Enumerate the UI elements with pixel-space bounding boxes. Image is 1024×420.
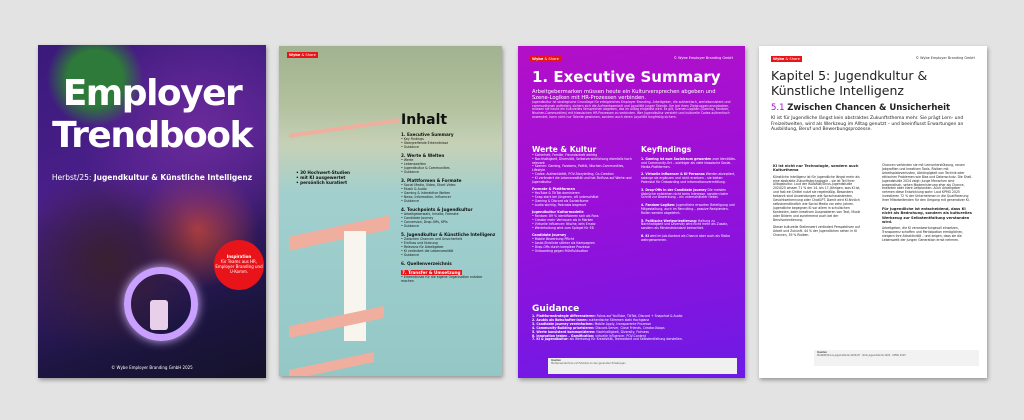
group-title: Formate & Plattformen (532, 187, 575, 192)
toc-item: • Guidance (401, 253, 419, 257)
list-item: • Szenen: Gaming, Fandoms, Politik, Nischen-Communities, Lifestyle (532, 164, 625, 173)
toc-item: • KI verändert die Lebensrealität (401, 249, 454, 253)
guidance-item (532, 338, 737, 342)
toc-item: • Jugendkultur & Communities (401, 166, 450, 170)
keyfinding (641, 235, 736, 243)
guidance-label: 1. Plattformstrategie differenzieren: (532, 314, 596, 318)
guidance-text: Mobile Apply, transparente Prozesse (593, 321, 651, 326)
toc-item: • Guidance (401, 224, 419, 228)
toc-item: • Relevanz für Arbeitgeber (401, 245, 444, 249)
toc-section: 2. Werte & Welten (401, 153, 445, 158)
guidance-text: Fokus auf YouTube, TikTok, Discord + Snapchat & Audio (595, 314, 683, 318)
toc-item: • Guidance (401, 170, 419, 174)
guidance-text: als Werkzeug für Kreativität, Teamarbeit und Selbstentfaltung darstellen. (568, 337, 683, 342)
guidance-label: 5. Werte konsistent kommunizieren: (532, 329, 596, 334)
list-item: • Audio wichtig, Podcasts begrenzt (532, 202, 587, 207)
toc-highlight-text: • Erkenntnisse für die eigene Organisation nutzbar machen (401, 275, 483, 283)
toc-section: 6. Quellenverzeichnis (401, 261, 452, 266)
guidance-label: 2. Azubis als Botschafter:innen: (532, 317, 588, 322)
keyfindings-column: Keyfindings 1. Gaming ist zum Sozialraum geworden zum Identitäts- und Community-Ort – wichtiger als viele klassische Social-Media-Plattformen. 2. Virtuelle Influencer & KI-Personas Werden akzeptiert, solange sie ergänzen und nicht ersetzen – sie bieten Potenzial für Onboarding und Informationsvermittlung. 3. Drop-Offs in der Candidate Journey Die meisten Abbrüche entstehen nicht beim Interesse, sondern beim Schritt zur Bewerbung – ein unterschätzter Hebel. 4. Fandom-Logiken: Jugendliche erwarten Beteiligung und Mitgestaltung, auch im Recruiting – passive Rezipienten-Rollen werden abgelehnt. 5. Politische Werteorientierung: Haltung zu Nachhaltigkeit und Diversity wird nicht mehr als Zusatz, sondern als Mindeststandard betrachtet. 6. KI wird im Job-Kontext als Chance aber auch als Risiko wahrgenommen. (641, 145, 736, 242)
chapter-lead: KI ist für Jugendliche längst kein abstraktes Zukunftsthema mehr. Sie prägt Lern- und Freizeitwelten, wird als Werkzeug im Alltag genutzt – und beeinflusst Erwartungen an Ausbildung, Beruf und Bewerbungsprozesse. (771, 116, 964, 133)
toc-item: • Gaming & Interaktive Welten (401, 191, 451, 195)
toc-page[interactable] (279, 46, 502, 376)
brand-logo: Wybe & Share (289, 53, 316, 57)
keyfinding-text: wird im Job-Kontext als Chance aber auch als Risiko wahrgenommen. (641, 233, 730, 242)
list-item: • Codes: Authentizität, POV-Storytelling, Co-Creation (532, 171, 614, 176)
guidance-label: 4. Community-Building priorisieren: (532, 325, 595, 330)
copyright: © Wybe Employer Branding GmbH (915, 56, 975, 60)
list-item: • Mobile Bewerbung Pflicht (532, 237, 575, 242)
phone-image (150, 300, 168, 330)
toc-item: • Guidance (401, 199, 419, 203)
list-item: • Nachhaltigkeit, Diversität, Selbstverwirklichung ebenfalls hoch relevant (532, 156, 632, 165)
guidance-label: 6. Innovation testen – Gamification: (532, 333, 595, 338)
toc-item: • Werte (401, 158, 414, 162)
keyfinding (641, 189, 736, 200)
toc-title: Inhalt (401, 112, 448, 128)
keyfinding (641, 204, 736, 215)
keyfinding (641, 220, 736, 231)
toc-item: • News, Information, Influencer (401, 195, 452, 199)
toc-item: • Musik & Audio (401, 187, 427, 191)
chapter5-page[interactable] (759, 46, 987, 378)
cover-footer: © Wybe Employer Branding GmbH 2025 (111, 365, 193, 370)
list-item: • Onboarding gegen Frühfluktuation (532, 248, 589, 253)
cover-subtitle: Herbst/25: Jugendkultur & Künstliche Intelligenz (51, 173, 253, 182)
cover-page[interactable] (38, 45, 266, 378)
toc-item: • Arbeitgeberwahl, Inhalte, Formate (401, 212, 459, 216)
list-item: • Sicherheit, Familie, Freundschaft wichtig (532, 153, 598, 157)
page-title: 1. Executive Summary (532, 68, 721, 86)
toc-section: 1. Executive Summary (401, 132, 454, 137)
values-column: Werte & Kultur • Sicherheit, Familie, Freundschaft wichtig • Nachhaltigkeit, Diversität, Selbstverwirklichung ebenfalls hoch relevant • Szenen: Gaming, Fandoms, Politik, Nischen-Communities, Lifestyle • Codes: Authentizität, POV-Storytelling, Co-Creation • KI verändert die Lebensrealität und hat Einfluss auf Werte und Jugendkultur Formate & Plattformen • YouTube & TikTok dominieren • Snap stark bei Jüngeren, oft unterschätzt • Gaming & Discord als Sozialräume • Audio wichtig, Podcasts begrenzt Jugendkultur Kulturmodelle • Fandom: 89 % identifizieren sich als Fans • Creator mehr Vertrauen als in Marken • Virtuelle Influencer: Nische, kein Ersatz • Wertehaltung wird zum Spiegel für EB Candidate Journey • Mobile Bewerbung Pflicht • Azubi-Einblicke stärker als Kampagnen • Drop-Offs durch komplexe Prozesse • Onboarding gegen Frühfluktuation (532, 145, 632, 253)
list-item: • Wertehaltung wird zum Spiegel für EB (532, 225, 594, 230)
brand-logo: Wybe & Share (773, 57, 800, 61)
group-title: Candidate Journey (532, 233, 567, 238)
toc-highlights: • 30 Hochwert-Studien • mit KI ausgewertet • persönlich kuratiert (296, 170, 351, 185)
guidance-text: Discord-Server, Close Friends, Creator-Koops (594, 325, 665, 330)
sources-box: Quellen IKANAWI/Sinus-Jugendstudie 2024/25 · Shell-Jugendstudie 2024 · KPMG 2025 (814, 350, 979, 366)
toc-section: 4. Touchpoints & Jugendkultur (401, 207, 473, 212)
toc-section: 5. Jugendkultur & Künstliche Intelligenz (401, 232, 496, 237)
inspiration-badge: Inspiration für Teams aus HR, Employer Branding und U-Komm. (214, 240, 264, 290)
list-item: • Gaming & Discord als Sozialräume (532, 198, 589, 203)
toc-section-highlight[interactable]: 7. Transfer & Umsetzung (402, 270, 461, 275)
summary-lead: Arbeitgebermarken müssen heute ein Kulturversprechen abgeben und Szene-Logiken mit HR-Prozessen verbinden. Jugendkultur ist strategische Grundlage für erfolgreiches Employer Branding. Arbeitgeber, die authentisch, wertekonsistent und communitynah auftreten, sichern sich die Aufmerksamkeit und Loyalität junger Talente. Um bei ihren Zielgruppen anzudocken, müssen sie heute ein kulturelles Versprechen abgeben, das im Alltag eingelöst wird. Es gilt, Szenen-Logiken (Gaming, Fandom, Nischen-Communities) mit klassischen HR-Prozessen zu verbinden. Wer Jugendkultur versteht und kulturelle Codes authentisch anwendet, kann nicht nur Talente gewinnen, sondern auch deren Loyalität langfristig sichern. (532, 89, 731, 119)
toc-section: 3. Plattformen & Formate (401, 178, 462, 183)
guidance-text: Nachhaltigkeit, Diversity, Fairness (595, 329, 649, 334)
keyfinding-title: 2. Virtuelle Influencer & KI-Personas (641, 172, 705, 177)
toc-item: • Candidate Journey (401, 216, 434, 220)
table-of-contents (401, 112, 496, 283)
guidance-text: virtuelle Influencer, POV-Content (594, 333, 646, 338)
executive-summary-page[interactable] (518, 46, 745, 378)
list-item: • KI verändert die Lebensrealität und hat Einfluss auf Werte und Jugendkultur (532, 175, 632, 184)
keyfinding-text: zum Identitäts- und Community-Ort – wichtiger als viele klassische Social-Media-Plattformen. (641, 157, 736, 169)
section-title: 5.1 Zwischen Chancen & Unsicherheit (771, 103, 951, 113)
keyfinding (641, 158, 736, 169)
toc-item: • Übergreifende Erkenntnisse (401, 141, 449, 145)
toc-item: • Key Findings (401, 137, 424, 141)
guidance-section: Guidance 1. Plattformstrategie differenzieren: Fokus auf YouTube, TikTok, Discord + Snapchat & Audio 2. Azubis als Botschafter:innen: authentische Stimmen statt Hochglanz 3. Candidate Journey vereinfachen: Mobile Apply, transparente Prozesse 4. Community-Building priorisieren: Discord-Server, Close Friends, Creator-Koops 5. Werte konsistent kommunizieren: Nachhaltigkeit, Diversity, Fairness 6. Innovation testen – Gamification: virtuelle Influencer, POV-Content 7. KI & Jugendkultur: als Werkzeug für Kreativität, Teamarbeit und Selbstentfaltung darstellen. (532, 304, 737, 342)
toc-item: • Einfluss und Nutzung (401, 241, 438, 245)
group-title: Jugendkultur Kulturmodelle (532, 210, 584, 215)
list-item: • Virtuelle Influencer: Nische, kein Ersatz (532, 221, 596, 226)
toc-item: • Lebenswelten (401, 162, 426, 166)
keyfinding-text: Haltung zu Nachhaltigkeit und Diversity wird nicht mehr als Zusatz, sondern als Mindeststandard betrachtet. (641, 218, 729, 231)
toc-item: • Guidance (401, 145, 419, 149)
toc-item: • Social Media, Video, Short Video (401, 183, 456, 187)
list-item: • Snap stark bei Jüngeren, oft unterschätzt (532, 194, 599, 199)
cover-title: Employer Trendbook (52, 73, 252, 156)
list-item: • Azubi-Einblicke stärker als Kampagnen (532, 240, 595, 245)
brand-logo: Wybe & Share (532, 57, 559, 61)
list-item: • YouTube & TikTok dominieren (532, 191, 580, 196)
keyfinding-title: 3. Drop-Offs in der Candidate Journey (641, 187, 707, 192)
keyfinding-title: 4. Fandom-Logiken: (641, 203, 676, 208)
copyright: © Wybe Employer Branding GmbH (673, 56, 733, 60)
guidance-text: authentische Stimmen statt Hochglanz (587, 317, 650, 322)
list-item: • Creator mehr Vertrauen als in Marken (532, 217, 594, 222)
chapter-title: Kapitel 5: Jugendkultur & Künstliche Intelligenz (771, 68, 928, 98)
keyfinding-title: 1. Gaming ist zum Sozialraum geworden (641, 157, 712, 161)
keyfinding-text: Werden akzeptiert, solange sie ergänzen und nicht ersetzen – sie bieten Potenzial für Onboarding und Informationsvermittlung. (641, 172, 736, 184)
keyfinding-text: Jugendliche erwarten Beteiligung und Mitgestaltung, auch im Recruiting – passive Rezipienten-Rollen werden abgelehnt. (641, 203, 735, 215)
sources-box: Quellen Studienverzeichnis und Fußnoten zu den genannten Erhebungen (548, 358, 737, 374)
keyfinding-title: 6. KI (641, 233, 649, 238)
toc-item: • Conversion, Drop-Offs, KPIs (401, 220, 448, 224)
guidance-label: 7. KI & Jugendkultur: (532, 337, 569, 342)
keyfinding-text: Die meisten Abbrüche entstehen nicht beim Interesse, sondern beim Schritt zur Bewerbung – ein unterschätzter Hebel. (641, 187, 729, 200)
toc-item: • Zwischen Chancen und Unsicherheit (401, 237, 463, 241)
list-item: • Fandom: 89 % identifizieren sich als Fans (532, 214, 599, 219)
guidance-label: 3. Candidate Journey vereinfachen: (532, 321, 594, 326)
list-item: • Drop-Offs durch komplexe Prozesse (532, 244, 590, 249)
keyfinding (641, 173, 736, 184)
left-column: KI ist nicht nur Technologie, sondern auch Kulturthema Künstliche Intelligenz ist für Jugendliche längst mehr als eine abstrakte Zukunftstechnologie – sie ist Teil ihrer Alltagskultur. Laut der IKANAWI/Sinus-Jugendstudie 2024/25 wissen 71 % der 14- bis 17-Jährigen, was KI ist, und fast ein Drittel nutzt sie regelmäßig. Besonders bekannt sind Anwendungen wie Sprachassistenten, Gesichtserkennung oder ChatGPT. Damit wird KI ähnlich selbstverständlich wie Social Media vor zehn Jahren. Jugendliche begegnen KI vor allem in schulischen Kontexten, beim kreativen Ausprobieren von Text, Musik oder Bildern und zunehmend auch bei der Berufsorientierung. Dieser kulturelle Stellenwert verändert Perspektiven auf Arbeit und Zukunft. 44 % der Jugendlichen sehen in KI Chancen, 39 % Risiken. (773, 164, 861, 238)
right-column: Chancen verbinden sie mit Lernunterstützung, neuen Jobprofilen und kreativen Tools. Risiken mit Arbeitsplatzverlusten, Abhängigkeit von Technik oder ethischen Problemen wie Bias und Datenschutz. Die Shell-Jugendstudie 2024 zeigt: Junge Menschen sind pragmatisch, sehen Modernisierung eher als Chance, erwarten aber klare Leitplanken. Auch Arbeitgeber nehmen diese Entwicklung wahr: Laut KPMG 2025 investieren 72 % der Unternehmen in die Qualifizierung ihrer Mitarbeitenden für den Umgang mit generativer KI. Für Jugendliche ist entscheidend, dass KI nicht als Bedrohung, sondern als kulturelles Werkzeug zur Selbstentfaltung verstanden wird. Arbeitgeber, die KI verantwortungsvoll einsetzen, Transparenz schaffen und Partizipation ermöglichen, steigern ihre Attraktivität – und zeigen, dass sie die Lebenswelt der jungen Generation ernst nehmen. (882, 163, 973, 242)
keyfinding-title: 5. Politische Werteorientierung: (641, 218, 698, 223)
